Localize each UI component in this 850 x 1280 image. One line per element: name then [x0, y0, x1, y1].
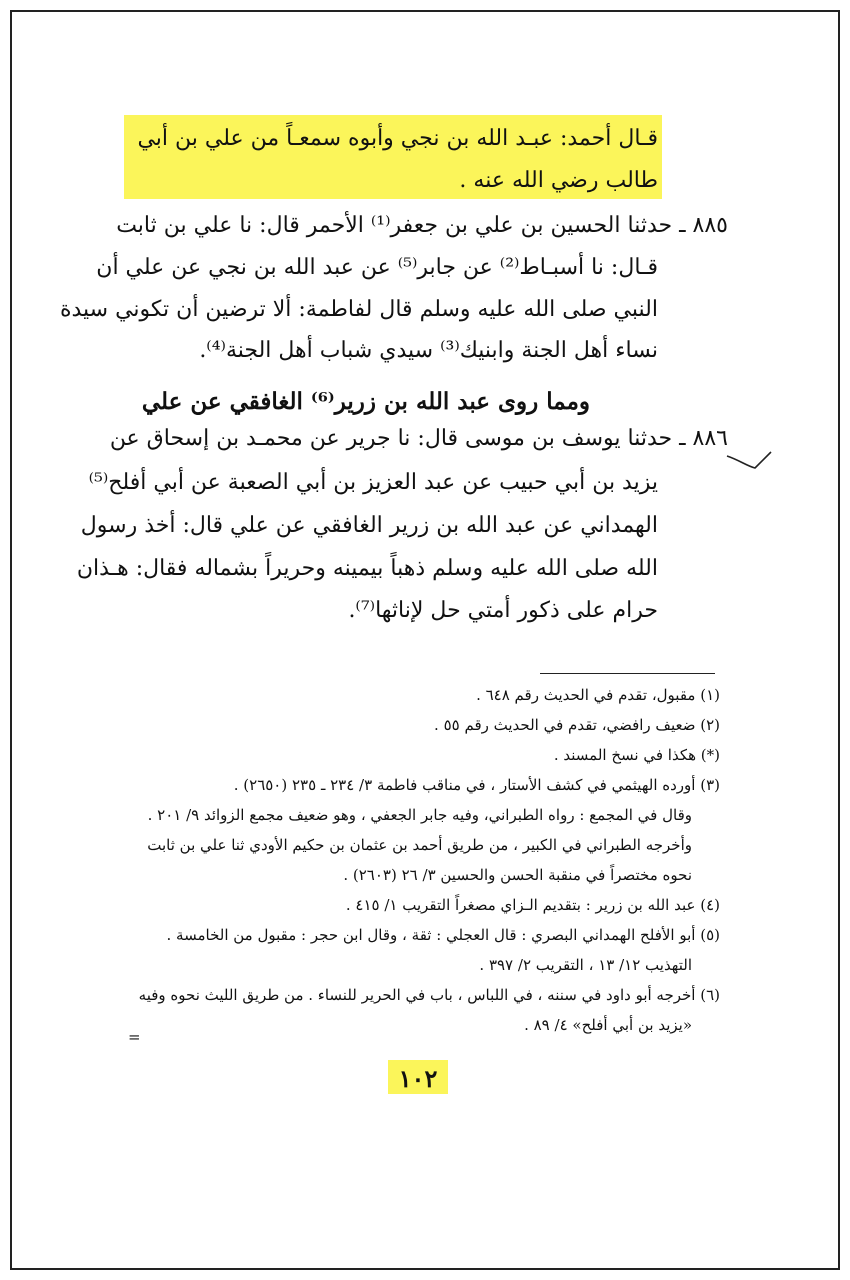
intro-line-2: طالب رضي الله عنه .: [459, 168, 658, 193]
footnote-4: (٤) عبد الله بن زرير : بتقديم الـزاي مصغراً التقريب ١/ ٤١٥ .: [345, 896, 720, 914]
footnote-3-a: (٣) أورده الهيثمي في كشف الأستار ، في مناقب فاطمة ٣/ ٢٣٤ ـ ٢٣٥ (٢٦٥٠) .: [233, 776, 720, 794]
footnote-star: (*) هكذا في نسخ المسند .: [553, 746, 720, 764]
hadith-885-line-2: قـال: نا أسبـاط⁽²⁾ عن جابر⁽⁵⁾ عن عبد الله بن نجي عن علي أن: [96, 255, 658, 280]
hadith-886-line-3: الهمداني عن عبد الله بن زرير الغافقي عن علي قال: أخذ رسول: [80, 513, 658, 538]
footnote-3-c: وأخرجه الطبراني في الكبير ، من طريق أحمد بن عثمان بن حكيم الأودي ثنا علي بن ثابت: [147, 836, 692, 854]
footnote-5-b: التهذيب ١٢/ ١٣ ، التقريب ٢/ ٣٩٧ .: [479, 956, 692, 974]
hadith-885-line-4: نساء أهل الجنة وابنيك⁽³⁾ سيدي شباب أهل الجنة⁽⁴⁾.: [199, 338, 658, 363]
footnote-3-d: نحوه مختصراً في منقبة الحسن والحسين ٣/ ٢٦ (٢٦٠٣) .: [343, 866, 692, 884]
footnote-2: (٢) ضعيف رافضي، تقدم في الحديث رقم ٥٥ .: [434, 716, 720, 734]
footnote-separator: [540, 673, 715, 674]
margin-tick-mark: [725, 448, 773, 472]
hadith-885-line-3: النبي صلى الله عليه وسلم قال لفاطمة: ألا ترضين أن تكوني سيدة: [59, 297, 658, 322]
footnote-5-a: (٥) أبو الأفلح الهمداني البصري : قال العجلي : ثقة ، وقال ابن حجر : مقبول من الخامسة .: [166, 926, 720, 944]
hadith-886-line-1: ٨٨٦ ـ حدثنا يوسف بن موسى قال: نا جرير عن محمـد بن إسحاق عن: [109, 426, 728, 451]
hadith-886-line-2: يزيد بن أبي حبيب عن عبد العزيز بن أبي الصعبة عن أبي أفلح⁽⁵⁾: [88, 470, 658, 495]
continuation-mark: =: [128, 1028, 141, 1046]
footnote-6-b: «يزيد بن أبي أفلح» ٤/ ٨٩ .: [524, 1016, 692, 1034]
footnote-6-a: (٦) أخرجه أبو داود في سننه ، في اللباس ، باب في الحرير للنساء . من طريق الليث نحوه وفيه: [138, 986, 720, 1004]
hadith-886-line-5: حرام على ذكور أمتي حل لإناثها⁽⁷⁾.: [348, 598, 658, 623]
hadith-885-line-1: ٨٨٥ ـ حدثنا الحسين بن علي بن جعفر⁽¹⁾ الأحمر قال: نا علي بن ثابت: [116, 213, 728, 238]
page-number: ١٠٢: [398, 1064, 438, 1093]
footnote-1: (١) مقبول، تقدم في الحديث رقم ٦٤٨ .: [476, 686, 720, 704]
hadith-886-line-4: الله صلى الله عليه وسلم ذهباً بيمينه وحريراً بشماله فقال: هـذان: [76, 556, 658, 581]
section-heading: ومما روى عبد الله بن زرير⁽⁶⁾ الغافقي عن علي: [141, 388, 590, 415]
footnote-3-b: وقال في المجمع : رواه الطبراني، وفيه جابر الجعفي ، وهو ضعيف مجمع الزوائد ٩/ ٢٠١ .: [147, 806, 692, 824]
intro-line-1: قـال أحمد: عبـد الله بن نجي وأبوه سمعـاً من علي بن أبي: [137, 126, 658, 151]
